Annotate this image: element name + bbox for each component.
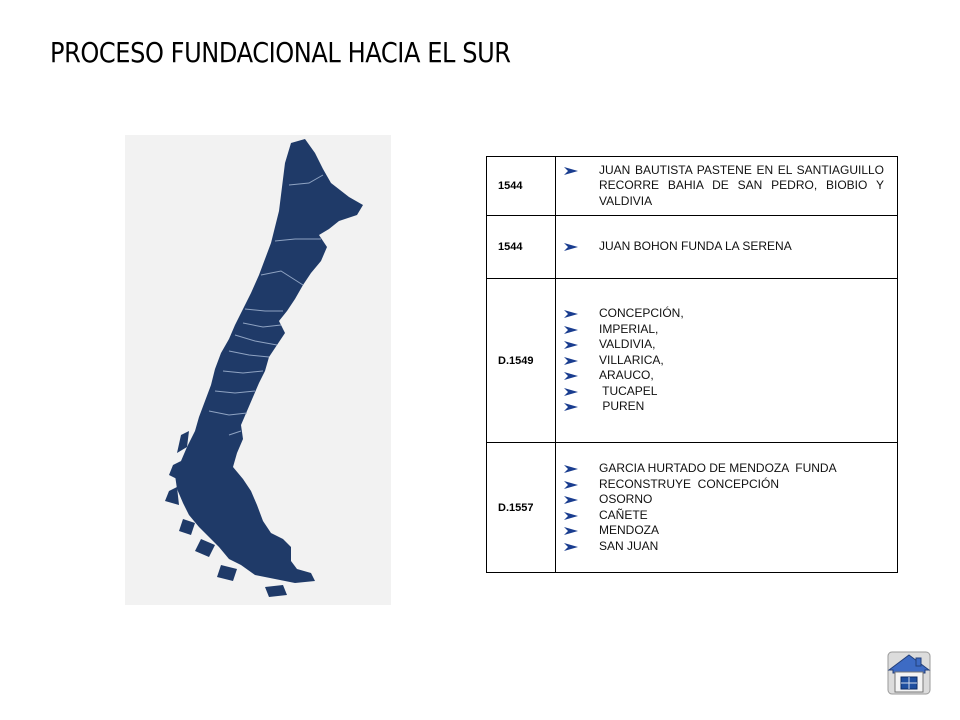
arrow-bullet-icon bbox=[564, 481, 578, 489]
list-item: CONCEPCIÓN, bbox=[564, 306, 884, 322]
event-list bbox=[564, 461, 884, 554]
arrow-bullet-icon bbox=[564, 341, 578, 349]
list-item: MENDOZA bbox=[564, 523, 884, 539]
list-item: OSORNO bbox=[564, 492, 884, 508]
arrow-bullet-icon bbox=[564, 527, 578, 535]
list-item: ARAUCO, bbox=[564, 368, 884, 384]
year-cell: D.1549 bbox=[487, 279, 556, 443]
arrow-bullet-icon bbox=[564, 512, 578, 520]
arrow-bullet-icon bbox=[564, 372, 578, 380]
chile-map bbox=[125, 135, 391, 605]
year-cell: D.1557 bbox=[487, 443, 556, 573]
list-item: JUAN BAUTISTA PASTENE EN EL SANTIAGUILLO RECORRE BAHIA DE SAN PEDRO, BIOBIO Y VALDIVIA bbox=[564, 163, 884, 210]
list-item: GARCIA HURTADO DE MENDOZA FUNDA bbox=[564, 461, 884, 477]
event-list bbox=[564, 306, 884, 415]
home-icon bbox=[886, 650, 932, 696]
arrow-bullet-icon bbox=[564, 543, 578, 551]
arrow-bullet-icon bbox=[564, 243, 578, 251]
arrow-bullet-icon bbox=[564, 465, 578, 473]
home-button[interactable] bbox=[886, 650, 932, 696]
list-item: PUREN bbox=[564, 399, 884, 415]
arrow-bullet-icon bbox=[564, 403, 578, 411]
list-item: JUAN BOHON FUNDA LA SERENA bbox=[564, 239, 884, 255]
table-row bbox=[487, 443, 898, 573]
events-cell bbox=[556, 157, 898, 216]
arrow-bullet-icon bbox=[564, 388, 578, 396]
events-cell bbox=[556, 216, 898, 279]
year-cell: 1544 bbox=[487, 216, 556, 279]
table-row bbox=[487, 157, 898, 216]
event-list bbox=[564, 239, 884, 255]
list-item: VILLARICA, bbox=[564, 353, 884, 369]
arrow-bullet-icon bbox=[564, 167, 578, 175]
table-row bbox=[487, 279, 898, 443]
foundation-timeline-table bbox=[486, 156, 898, 573]
list-item: TUCAPEL bbox=[564, 384, 884, 400]
arrow-bullet-icon bbox=[564, 496, 578, 504]
events-cell bbox=[556, 443, 898, 573]
list-item: RECONSTRUYE CONCEPCIÓN bbox=[564, 477, 884, 493]
arrow-bullet-icon bbox=[564, 326, 578, 334]
chile-map-icon bbox=[125, 135, 391, 605]
list-item: CAÑETE bbox=[564, 508, 884, 524]
arrow-bullet-icon bbox=[564, 357, 578, 365]
arrow-bullet-icon bbox=[564, 310, 578, 318]
list-item: VALDIVIA, bbox=[564, 337, 884, 353]
list-item: IMPERIAL, bbox=[564, 322, 884, 338]
table-row bbox=[487, 216, 898, 279]
event-list bbox=[564, 163, 884, 210]
list-item: SAN JUAN bbox=[564, 539, 884, 555]
events-cell bbox=[556, 279, 898, 443]
year-cell: 1544 bbox=[487, 157, 556, 216]
slide-title: PROCESO FUNDACIONAL HACIA EL SUR bbox=[50, 36, 511, 69]
